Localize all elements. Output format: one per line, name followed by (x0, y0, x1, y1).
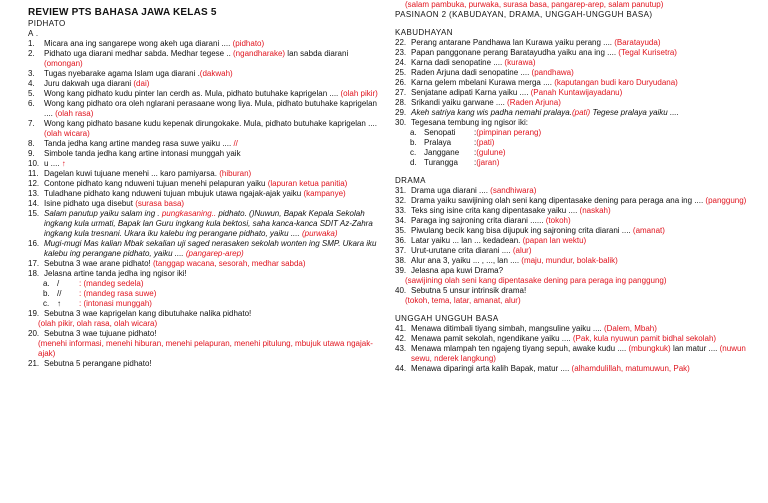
answer-text: (kampanye) (303, 189, 346, 198)
question-number: 18. (28, 269, 40, 278)
jedha-item: a. / : (mandeg sedela) (43, 279, 144, 288)
answer-39: (sawijining olah seni kang dipentasake dening para peraga ing panggung) (405, 276, 667, 285)
question-item (395, 98, 763, 108)
question-item (395, 216, 763, 226)
question-number: 35. (395, 226, 407, 235)
question-text: u .... ↑ (44, 159, 66, 168)
answer-text: (omongan) (44, 59, 83, 68)
question-text: Piwulang becik kang bisa dijupuk ing sajroning crita diarani .... (amanat) (411, 226, 665, 235)
answer-text: (Dalem, Mbah) (603, 324, 657, 333)
answer-text: (Raden Arjuna) (507, 98, 561, 107)
question-number: 26. (395, 78, 407, 87)
question-number: 29. (395, 108, 407, 117)
answer-19: (olah pikir, olah rasa, olah wicara) (38, 319, 158, 328)
question-number: 9. (28, 149, 35, 158)
question-item (395, 256, 763, 266)
question-item (28, 199, 384, 209)
answer-text: pungkasaning.. (161, 209, 217, 218)
question-text: Mugi-mugi Mas kalian Mbak sekalian uji saged nerasaken sekolah wonten ing SMP. Ukara iku kalebu ing perangane pidhato, yaiku .... (pangarep-arep) (44, 239, 377, 258)
answer-text: (kurawa) (504, 58, 536, 67)
question-text: Srikandi yaiku garwane .... (Raden Arjuna) (411, 98, 561, 107)
answer-text: (olah pikir) (340, 89, 378, 98)
question-item (395, 88, 763, 98)
question-item (395, 118, 763, 128)
question-item (28, 49, 384, 69)
answer-text: (kaputangan budi karo Duryudana) (554, 78, 678, 87)
question-number: 14. (28, 199, 40, 208)
question-text: Teks sing isine crita kang dipentasake yaiku .... (naskah) (411, 206, 611, 215)
question-number: 8. (28, 139, 35, 148)
question-item (395, 246, 763, 256)
question-19: 19. Sebutna 3 wae kaprigelan kang dibutuhake nalika pidhato! (28, 309, 252, 318)
question-number: 38. (395, 256, 407, 265)
question-number: 34. (395, 216, 407, 225)
question-item (28, 259, 384, 269)
question-item (28, 99, 384, 119)
question-text: Contone pidhato kang nduweni tujuan menehi pelapuran yaiku (lapuran ketua panitia) (44, 179, 348, 188)
question-text: Paraga ing sajroning crita diarani ...... (tokoh) (411, 216, 571, 225)
question-number: 44. (395, 364, 407, 373)
question-number: 41. (395, 324, 407, 333)
question-item (395, 186, 763, 196)
question-text: Dagelan kuwi tujuane menehi ... karo pamiyarsa. (hiburan) (44, 169, 252, 178)
jedha-list (28, 279, 384, 309)
question-item (28, 159, 384, 169)
question-number: 31. (395, 186, 407, 195)
tegesana-item: b. Pralaya : (pati) (410, 138, 495, 147)
question-text: Urut-urutane crita diarani .... (alur) (411, 246, 532, 255)
question-text: Menawa diparingi arta kalih Bapak, matur .... (alhamdulillah, matumuwun, Pak) (411, 364, 690, 373)
question-text: Drama yaiku sawijining olah seni kang dipentasake dening para peraga ana ing .... (panggung) (411, 196, 747, 205)
question-item (28, 169, 384, 179)
answer-text: (pangarep-arep) (185, 249, 244, 258)
answer-text: (Panah Kuntawijayadanu) (530, 88, 623, 97)
answer-text: (mbungkuk) (628, 344, 671, 353)
question-item (395, 266, 763, 276)
kabudhayan-list (395, 38, 763, 128)
question-item (395, 68, 763, 78)
section-unggah-ungguh: UNGGAH UNGGUH BASA (395, 314, 499, 323)
answer-text: : (intonasi munggah) (79, 299, 152, 308)
question-item (395, 58, 763, 68)
question-text: Sebutna 3 wae arane pidhato! (tanggap wacana, sesorah, medhar sabda) (44, 259, 306, 268)
answer-text: : (mandeg rasa suwe) (79, 289, 157, 298)
right-column (395, 0, 763, 374)
answer-text: (panggung) (705, 196, 747, 205)
question-number: 37. (395, 246, 407, 255)
answer-text: (olah wicara) (44, 129, 90, 138)
question-item (395, 196, 763, 206)
question-text: Salam panutup yaiku salam ing . pungkasaning.. pidhato. ()Nuwun, Bapak Kepala Sekolah ingkang kula urmati, Bapak lan Guru ingkang kula bektosi, saha kanca-kanca SDIT Az-Zahra ingkang kula tresnani. Ukara iku kalebu ing perangane pidhato, yaiku .... (purwaka) (44, 209, 373, 238)
question-text: Juru dakwah uga diarani (dai) (44, 79, 150, 88)
question-text: Wong kang pidhato basane kudu kepenak dirungokake. Mula, pidhato butuhake kaprigelan .... (olah wicara) (44, 119, 377, 138)
question-number: 23. (395, 48, 407, 57)
question-item (395, 48, 763, 58)
question-text: Simbole tanda jedha kang artine intonasi munggah yaik (44, 149, 241, 158)
jedha-item: c. ↑ : (intonasi munggah) (43, 299, 152, 308)
question-text: Pidhato uga diarani medhar sabda. Medhar tegese .. (ngandharake) lan sabda diarani (omongan) (44, 49, 349, 68)
question-item (395, 334, 763, 344)
answer-text: (pati) (476, 138, 495, 147)
question-text: Tegesana tembung ing ngisor iki: (411, 118, 528, 127)
answer-text: (nuwun sewu, nderek langkung) (411, 344, 746, 363)
question-number: 24. (395, 58, 407, 67)
question-number: 15. (28, 209, 40, 218)
question-item (395, 344, 763, 364)
question-text: Karna gelem mbelani Kurawa merga .... (kaputangan budi karo Duryudana) (411, 78, 678, 87)
answer-text: (Pak, kula nyuwun pamit bidhal sekolah) (572, 334, 717, 343)
question-number: 33. (395, 206, 407, 215)
question-text: Raden Arjuna dadi senopatine .... (pandhawa) (411, 68, 574, 77)
question-number: 12. (28, 179, 40, 188)
answer-text: (tanggap wacana, sesorah, medhar sabda) (152, 259, 306, 268)
answer-21: (salam pambuka, purwaka, surasa basa, pangarep-arep, salam panutup) (405, 0, 664, 9)
answer-text: ↑ (61, 159, 66, 168)
word: Janggane (424, 148, 460, 157)
question-item (28, 69, 384, 79)
question-item (395, 236, 763, 246)
answer-text: (gulune) (476, 148, 506, 157)
question-number: 10. (28, 159, 40, 168)
question-text: Perang antarane Pandhawa lan Kurawa yaiku perang .... (Baratayuda) (411, 38, 661, 47)
answer-text: (ngandharake) (233, 49, 286, 58)
answer-text: (dakwah) (199, 69, 233, 78)
answer-text: (alur) (512, 246, 532, 255)
section-a: A . (28, 29, 39, 38)
question-number: 28. (395, 98, 407, 107)
question-text: Wong kang pidhato kudu pinter lan cerdh as. Mula, pidhato butuhake kaprigelan .... (olah pikir) (44, 89, 378, 98)
question-number: 30. (395, 118, 407, 127)
question-text: Tanda jedha kang artine mandeg rasa suwe yaiku .... // (44, 139, 238, 148)
question-text: Drama uga diarani .... (sandhiwara) (411, 186, 537, 195)
answer-text: (Baratayuda) (614, 38, 661, 47)
drama-list (395, 186, 763, 276)
question-number: 22. (395, 38, 407, 47)
jedha-item: b. // : (mandeg rasa suwe) (43, 289, 157, 298)
section-drama: DRAMA (395, 176, 426, 185)
question-item (395, 206, 763, 216)
answer-text: // (233, 139, 238, 148)
answer-text: (tokoh) (545, 216, 571, 225)
tegesana-list (395, 128, 763, 168)
answer-text: (pimpinan perang) (476, 128, 542, 137)
question-number: 1. (28, 39, 35, 48)
word: Turangga (424, 158, 458, 167)
question-item (28, 119, 384, 139)
question-text: Menawa ditimbali tiyang simbah, mangsuline yaiku .... (Dalem, Mbah) (411, 324, 657, 333)
question-text: Isine pidhato uga disebut (surasa basa) (44, 199, 185, 208)
question-item (28, 139, 384, 149)
tegesana-item: a. Senopati : (pimpinan perang) (410, 128, 542, 137)
answer-text: (papan lan wektu) (522, 236, 587, 245)
question-number: 39. (395, 266, 407, 275)
answer-text: (olah rasa) (55, 109, 94, 118)
answer-text: (surasa basa) (135, 199, 185, 208)
answer-text: (lapuran ketua panitia) (267, 179, 348, 188)
question-text: Tuladhane pidhato kang nduweni tujuan mbujuk utawa ngajak-ajak yaiku (kampanye) (44, 189, 346, 198)
answer-text: (sandhiwara) (490, 186, 537, 195)
answer-text: (purwaka) (301, 229, 338, 238)
question-text: Jelasna apa kuwi Drama? (411, 266, 504, 275)
answer-text: (maju, mundur, bolak-balik) (521, 256, 618, 265)
question-item (28, 39, 384, 49)
question-number: 13. (28, 189, 40, 198)
answer-text: (pandhawa) (531, 68, 574, 77)
question-item (395, 38, 763, 48)
answer-40: (tokoh, tema, latar, amanat, alur) (405, 296, 521, 305)
answer-text: (pati) (571, 108, 591, 117)
section-kabudhayan: KABUDHAYAN (395, 28, 453, 37)
question-item (395, 324, 763, 334)
question-number: 36. (395, 236, 407, 245)
question-item (28, 79, 384, 89)
question-text: Alur ana 3, yaiku ... , ..., lan .... (maju, mundur, bolak-balik) (411, 256, 618, 265)
question-number: 7. (28, 119, 35, 128)
question-number: 27. (395, 88, 407, 97)
question-number: 17. (28, 259, 40, 268)
answer-text: (dai) (133, 79, 150, 88)
question-item (28, 269, 384, 279)
question-number: 5. (28, 89, 35, 98)
answer-text: (naskah) (579, 206, 611, 215)
answer-text: (amanat) (632, 226, 665, 235)
answer-text: (pidhato) (232, 39, 265, 48)
question-40: 40. Sebutna 5 unsur intrinsik drama! (395, 286, 527, 295)
section-pidhato: PIDHATO (28, 19, 66, 28)
question-number: 2. (28, 49, 35, 58)
question-text: Tugas nyebarake agama Islam uga diarani .(dakwah) (44, 69, 233, 78)
question-text: Micara ana ing sangarepe wong akeh uga diarani .... (pidhato) (44, 39, 265, 48)
answer-text: : (mandeg sedela) (79, 279, 144, 288)
left-column (28, 6, 384, 369)
question-text: Menawa pamit sekolah, ngendikane yaiku .... (Pak, kula nyuwun pamit bidhal sekolah) (411, 334, 717, 343)
question-text: Latar yaiku ... lan ... kedadean. (papan lan wektu) (411, 236, 587, 245)
question-text: Menawa mlampah ten ngajeng tiyang sepuh, awake kudu .... (mbungkuk) lan matur .... (nuwun sewu, nderek langkung) (411, 344, 746, 363)
question-item (28, 149, 384, 159)
question-text: Akeh satriya kang wis padha nemahi pralaya.(pati) Tegese pralaya yaiku .... (411, 108, 679, 117)
answer-text: (Tegal Kurisetra) (618, 48, 677, 57)
question-number: 6. (28, 99, 35, 108)
jedha-symbol: // (57, 289, 62, 298)
question-number: 11. (28, 169, 39, 178)
question-20: 20. Sebutna 3 wae tujuane pidhato! (28, 329, 157, 338)
question-text: Karna dadi senopatine .... (kurawa) (411, 58, 536, 67)
question-21: 21. Sebutna 5 perangane pidhato! (28, 359, 152, 368)
question-number: 43. (395, 344, 407, 353)
question-text: Senjatane adipati Karna yaiku .... (Panah Kuntawijayadanu) (411, 88, 623, 97)
tegesana-item: d. Turangga : (jaran) (410, 158, 500, 167)
question-item (395, 226, 763, 236)
question-item (395, 364, 763, 374)
answer-text: (alhamdulillah, matumuwun, Pak) (571, 364, 690, 373)
word: Senopati (424, 128, 456, 137)
question-text: Papan panggonane perang Baratayudha yaiku ana ing .... (Tegal Kurisetra) (411, 48, 677, 57)
question-text: Jelasna artine tanda jedha ing ngisor iki! (44, 269, 187, 278)
document-title: REVIEW PTS BAHASA JAWA KELAS 5 (28, 7, 217, 18)
question-number: 25. (395, 68, 407, 77)
question-item (28, 209, 384, 239)
answer-text: (hiburan) (219, 169, 252, 178)
question-number: 16. (28, 239, 40, 248)
question-text: Wong kang pidhato ora oleh nglarani perasaane wong liya. Mula, pidhato butuhake kaprigelan .... (olah rasa) (44, 99, 377, 118)
answer-20: (menehi informasi, menehi hiburan, menehi pelapuran, menehi pitulung, mbujuk utawa ngajak-ajak) (38, 339, 373, 358)
question-number: 32. (395, 196, 407, 205)
question-item (28, 179, 384, 189)
question-number: 3. (28, 69, 35, 78)
tegesana-item: c. Janggane : (gulune) (410, 148, 506, 157)
question-item (28, 189, 384, 199)
pidhato-list (28, 39, 384, 279)
jedha-symbol: / (57, 279, 60, 288)
word: Pralaya (424, 138, 452, 147)
answer-text: (jaran) (476, 158, 500, 167)
question-number: 4. (28, 79, 35, 88)
question-item (28, 239, 384, 259)
question-item (28, 89, 384, 99)
section-pasinaon: PASINAON 2 (KABUDAYAN, DRAMA, UNGGAH-UNGGUH BASA) (395, 10, 653, 19)
question-number: 42. (395, 334, 407, 343)
question-item (395, 78, 763, 88)
jedha-symbol: ↑ (57, 299, 61, 308)
question-item (395, 108, 763, 118)
unggah-list (395, 324, 763, 374)
